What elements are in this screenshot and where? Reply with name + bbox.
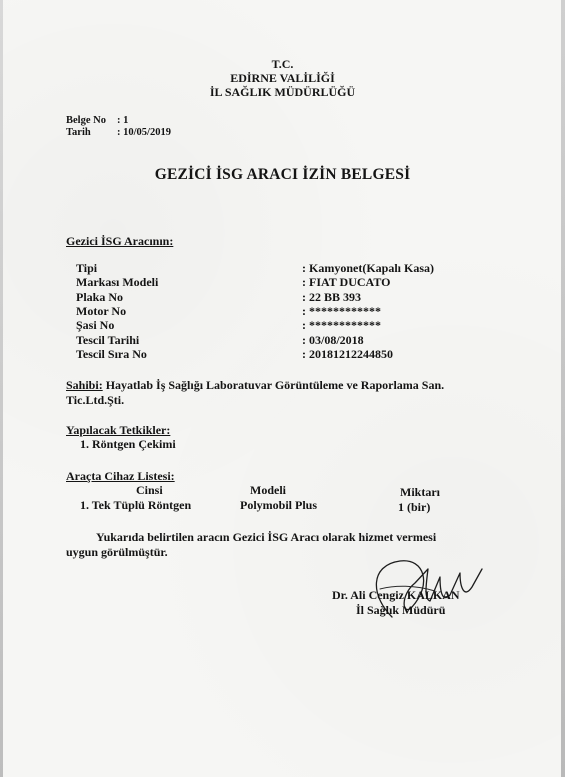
header-mudurluk: İL SAĞLIK MÜDÜRLÜĞÜ <box>209 85 356 99</box>
header-tc: T.C. <box>271 57 294 71</box>
vehicle-value: : 22 BB 393 <box>302 290 362 304</box>
col-miktari: Miktarı <box>400 485 440 499</box>
belge-no-value: : 1 <box>117 115 129 126</box>
vehicle-label: Tescil Tarihi <box>76 333 140 347</box>
device-cinsi: 1. Tek Tüplü Röntgen <box>80 498 192 512</box>
vehicle-label: Plaka No <box>76 290 124 304</box>
statement-line1: Yukarıda belirtilen aracın Gezici İSG Aracı olarak hizmet vermesi <box>96 530 437 544</box>
vehicle-value: : Kamyonet(Kapalı Kasa) <box>302 261 434 275</box>
vehicle-heading: Gezici İSG Aracının: <box>66 234 174 248</box>
owner-name-cont: Tic.Ltd.Şti. <box>66 393 125 407</box>
scan-edge-right <box>561 0 565 777</box>
col-modeli: Modeli <box>250 483 286 497</box>
document-title: GEZİCİ İSG ARACI İZİN BELGESİ <box>154 166 411 183</box>
device-modeli: Polymobil Plus <box>240 498 318 512</box>
vehicle-label: Motor No <box>76 304 127 318</box>
tarih-label: Tarih <box>66 127 91 138</box>
col-cinsi: Cinsi <box>136 483 163 497</box>
vehicle-value: : FIAT DUCATO <box>302 275 391 289</box>
scan-edge-left <box>0 0 3 777</box>
vehicle-label: Tipi <box>76 261 98 275</box>
statement-line2: uygun görülmüştür. <box>66 545 168 559</box>
vehicle-label: Tescil Sıra No <box>76 347 147 361</box>
vehicle-value: : ************ <box>302 304 381 318</box>
tarih-value: : 10/05/2019 <box>117 127 171 138</box>
test-item: 1. Röntgen Çekimi <box>80 437 176 451</box>
owner-name: Hayatlab İş Sağlığı Laboratuvar Görüntüleme ve Raporlama San. <box>102 378 445 392</box>
signatory-role: İl Sağlık Müdürü <box>356 603 446 617</box>
device-miktari: 1 (bir) <box>398 500 431 514</box>
devices-heading: Araçta Cihaz Listesi: <box>66 469 175 483</box>
owner-label: Sahibi: <box>66 378 103 392</box>
owner-line <box>66 378 444 393</box>
signatory-name: Dr. Ali Cengiz KALKAN <box>332 588 460 602</box>
header-valilik: EDİRNE VALİLİĞİ <box>230 71 335 85</box>
vehicle-label: Şasi No <box>76 318 115 332</box>
tests-heading: Yapılacak Tetkikler: <box>66 423 171 437</box>
vehicle-value: : 03/08/2018 <box>302 333 364 347</box>
vehicle-label: Markası Modeli <box>76 275 159 289</box>
belge-no-label: Belge No <box>66 115 106 126</box>
vehicle-value: : 20181212244850 <box>302 347 393 361</box>
vehicle-value: : ************ <box>302 318 381 332</box>
